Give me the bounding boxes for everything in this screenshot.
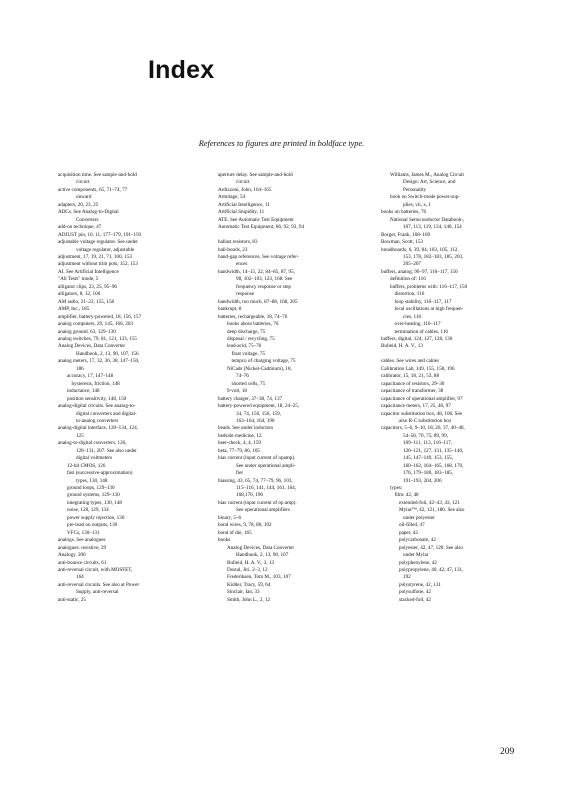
index-entry: digital voltmeters xyxy=(76,455,113,462)
index-entry: 120–121, 127, 131, 135–140, xyxy=(403,447,464,454)
index-entry: inductance, 148 xyxy=(67,388,100,395)
index-entry: batteries, rechargeable, 18, 74–76 xyxy=(218,313,288,320)
index-entry: ences xyxy=(236,261,248,268)
index-entry: bankrupt, 8 xyxy=(218,306,242,313)
index-entry: circuit xyxy=(236,179,250,186)
index-entry: 153, 178, 182–183, 185, 203, xyxy=(403,253,464,260)
index-entry: analogues: resistive, 29 xyxy=(58,544,107,551)
index-entry: 205–207 xyxy=(403,261,421,268)
index-entry: calibrator, 15, 18, 21, 53, 88 xyxy=(381,373,440,380)
index-entry: AMP, Inc., 185 xyxy=(58,306,90,313)
index-entry: band-gap references. See voltage refer- xyxy=(218,253,299,260)
index-entry: pre-load on outputs, 130 xyxy=(67,522,118,529)
index-entry: analog switches, 79, 81, 121, 133, 155 xyxy=(58,335,137,342)
index-entry: local oscillations at high frequen- xyxy=(394,306,464,313)
index-entry: voltage regulator, adjustable xyxy=(76,246,135,253)
index-entry: books xyxy=(218,537,231,544)
index-entry: bond wires, 9, 78, 80, 192 xyxy=(218,522,272,529)
index-entry: 9-volt, 18 xyxy=(227,388,247,395)
index-entry: shorted cells, 75 xyxy=(231,380,266,387)
index-entry: fast (successive-approximation) xyxy=(67,470,133,477)
index-entry: capacitance of resistors, 29–30 xyxy=(381,380,445,387)
index-entry: capacitors, 5–6, 9–10, 18, 20, 37, 40–48, xyxy=(381,425,465,432)
index-entry: binary, 5–6 xyxy=(218,514,242,521)
index-entry: beads. See under inductors xyxy=(218,425,274,432)
index-entry: 12-bit CMOS, 126 xyxy=(67,462,106,469)
index-entry: bandwidth, 14–15, 22, 84–85, 87, 95, xyxy=(218,268,295,275)
index-entry: adjustment, 17, 19, 21, 71, 100, 153 xyxy=(58,253,132,260)
index-entry: active components, 65, 71–74, 77 xyxy=(58,186,128,193)
index-entry: 125 xyxy=(76,432,84,439)
index-entry: under Mylar xyxy=(403,552,429,559)
index-gap xyxy=(381,351,541,358)
index-entry: loop stability, 116–117, 117 xyxy=(394,298,452,305)
index-entry: Handbook, 2, 13, 90, 107, 156 xyxy=(76,350,139,357)
index-entry: to-analog converters xyxy=(76,417,119,424)
index-entry: stacked-foil, 42 xyxy=(399,596,431,603)
index-entry: anti-static, 25 xyxy=(58,596,86,603)
index-entry: amplifier, battery-powered, 18, 156, 157 xyxy=(58,313,142,320)
index-entry: 163–164, 164, 198 xyxy=(236,417,275,424)
index-entry: anti-bounce circuits, 61 xyxy=(58,559,107,566)
index-entry: analogs. See analogues xyxy=(58,537,106,544)
index-entry: National Semiconductor Databook-, xyxy=(390,216,465,223)
index-entry: analog computers, 29, 145, 166, 203 xyxy=(58,321,133,328)
index-entry: analog-digital interface, 120–134, 124, xyxy=(58,425,138,432)
index-entry: also R-C substitution box xyxy=(399,417,452,424)
index-entry: capacitance meters, 17, 25, 46, 97 xyxy=(381,403,451,410)
index-entry: deep discharge, 75 xyxy=(227,328,266,335)
index-entry: Artificial Intelligence, 11 xyxy=(218,201,270,208)
index-entry: 160–162, 164–165, 168, 170, xyxy=(403,462,464,469)
index-entry: 54–56, 70, 75, 89, 99, xyxy=(403,432,448,439)
index-entry: 107, 113, 119, 134, 140, 154 xyxy=(403,224,462,231)
index-entry: Personality xyxy=(403,186,427,193)
index-entry: book on Switch-mode power-sup- xyxy=(390,194,460,201)
index-column-1 xyxy=(58,172,208,604)
index-entry: battery-powered equipment, 18, 24–25, xyxy=(218,403,300,410)
index-entry: Bowman, Scott, 153 xyxy=(381,239,423,246)
index-entry: bond of die, 165 xyxy=(218,529,252,536)
index-entry: NiCads (Nickel-Cadmium), 18, xyxy=(227,365,292,372)
index-entry: lead-acid, 75–76 xyxy=(227,343,262,350)
index-entry: types: xyxy=(390,485,403,492)
index-entry: books about batteries, 76 xyxy=(227,321,279,328)
index-entry: 34, 74, 150, 156, 159, xyxy=(236,410,281,417)
index-entry: onward xyxy=(76,194,92,201)
index-entry: ballast resistors, 83 xyxy=(218,239,258,246)
index-entry: noise, 128, 129, 134 xyxy=(67,507,109,514)
index-entry: analog ground, 63, 129–130 xyxy=(58,328,116,335)
index-entry: Artificial Stupidity, 11 xyxy=(218,209,265,216)
index-entry: 164 xyxy=(76,574,84,581)
index-entry: beer-check, 4, 4, 159 xyxy=(218,440,262,447)
index-entry: response xyxy=(236,291,254,298)
index-entry: frequency response or step xyxy=(236,283,291,290)
index-entry: Analog Devices, Data Converter xyxy=(227,544,295,551)
index-entry: analog-to-digital converters, 126, xyxy=(58,440,127,447)
index-entry: plies, vii, x, 1 xyxy=(403,201,431,208)
index-entry: analog meters, 17, 32, 36, 38, 147–150, xyxy=(58,358,140,365)
index-entry: polyester, 42, 47, 120. See also xyxy=(399,544,463,551)
index-entry: position sensitivity, 148, 150 xyxy=(67,395,127,402)
index-entry: termination of cables, 116 xyxy=(394,328,448,335)
index-entry: beta, 77–79, 86, 105 xyxy=(218,447,260,454)
index-entry: Mylar™, 42, 121, 180. See also xyxy=(399,507,465,514)
index-entry: distortion, 116 xyxy=(394,291,425,298)
index-entry: books on batteries, 76 xyxy=(381,209,427,216)
index-entry: buffers, analog, 96–97, 116–117, 150 xyxy=(381,268,458,275)
index-entry: battery charger, 37–38, 74, 137 xyxy=(218,395,283,402)
index-entry: 191–193, 204, 206 xyxy=(403,477,442,484)
index-entry: 98, 102–103, 123, 168. See xyxy=(236,276,293,283)
index-entry: over-heating, 116–117 xyxy=(394,321,441,328)
index-entry: capacitor substitution box, 48, 106. See xyxy=(381,410,463,417)
index-entry: types, 130, 148 xyxy=(76,477,108,484)
index-entry: 186 xyxy=(76,365,84,372)
index-entry: Converters xyxy=(76,216,99,223)
index-entry: capacitance of transformer, 38 xyxy=(381,388,444,395)
index-entry: alligators, 8, 12, 100 xyxy=(58,291,101,298)
index-entry: analog-digital circuits. See analog-to- xyxy=(58,403,136,410)
index-entry: anti-reversal circuits. See also at Power xyxy=(58,581,140,588)
index-entry: bedside medicine, 12 xyxy=(218,432,262,439)
index-entry: aperture delay. See sample-and-hold xyxy=(218,172,293,178)
index-entry: Bulleid, H. A. V., 13 xyxy=(381,343,423,350)
index-entry: 74–76 xyxy=(236,373,249,380)
index-entry: polycarbonate, 42 xyxy=(399,537,436,544)
index-entry: Smith, John L., 2, 12 xyxy=(227,596,271,603)
index-entry: Ardizzoni, John, 164–165 xyxy=(218,186,272,193)
index-entry: polystyrene, 42, 131 xyxy=(399,581,441,588)
index-entry: bias current (input current of opamp). xyxy=(218,455,296,462)
index-entry: tempco of charging voltage, 75 xyxy=(231,358,296,365)
index-entry: Calibration Lab, 149, 155, 158, 196 xyxy=(381,365,455,372)
index-entry: ground loops, 129–130 xyxy=(67,485,115,492)
index-entry: bias current (input current of op amp). xyxy=(218,499,297,506)
index-entry: buffers, problems with: 116–117, 150 xyxy=(390,283,468,290)
boldface-note: References to figures are printed in boldface type. xyxy=(198,139,365,148)
index-entry: power supply rejection, 130 xyxy=(67,514,125,521)
index-entry: ball-bonds, 23 xyxy=(218,246,248,253)
index-entry: "All Tests" mode, 5 xyxy=(58,276,99,283)
index-entry: float voltage, 75 xyxy=(231,350,266,357)
index-entry: accuracy, 17, 147–148 xyxy=(67,373,114,380)
index-entry: AM radio, 21–22, 155, 158 xyxy=(58,298,115,305)
index-entry: 109–111, 113, 116–117, xyxy=(403,440,453,447)
index-entry: Kidder, Tracy, 59, 64 xyxy=(227,581,271,588)
index-entry: fier xyxy=(236,470,244,477)
index-entry: 145, 147–149, 153, 155, xyxy=(403,455,454,462)
index-entry: Sinclair, Ian, 33 xyxy=(227,589,260,596)
index-entry: Armitage, 54 xyxy=(218,194,246,201)
index-entry: alligator clips, 23, 25, 95–96 xyxy=(58,283,117,290)
index-entry: adjustment without trim pots, 152, 153 xyxy=(58,261,138,268)
index-entry: ATE. See Automatic Test Equipment xyxy=(218,216,294,223)
page-title: Index xyxy=(148,56,215,84)
index-entry: Williams, James M., Analog Circuit xyxy=(390,172,464,178)
index-entry: paper, 42 xyxy=(399,529,418,536)
index-entry: Automatic Test Equipment, 66, 92, 93, 94 xyxy=(218,224,305,231)
index-entry: polyphenylene, 42 xyxy=(399,559,437,566)
index-entry: acquisition time. See sample-and-hold xyxy=(58,172,137,178)
index-entry: extended-foil, 42–43, 43, 121 xyxy=(399,499,460,506)
index-entry: buffers, digital, 124, 127, 128, 130 xyxy=(381,335,453,342)
index-entry: ground systems, 129–130 xyxy=(67,492,120,499)
index-entry: cables. See wires and cables xyxy=(381,358,440,365)
index-entry: under polyester xyxy=(403,514,435,521)
index-entry: Bulleid, H. A. V., 3, 13 xyxy=(227,559,275,566)
index-entry: Frederiksen, Tom M., 103, 107 xyxy=(227,574,291,581)
index-entry: Dostal, Jiri, 2–3, 12 xyxy=(227,567,268,574)
index-entry: VFCs, 130–131 xyxy=(67,529,100,536)
index-entry: AI. See Artificial Intelligence xyxy=(58,268,119,275)
index-entry: oil-filled, 47 xyxy=(399,522,425,529)
index-entry: 128–131, 207. See also under xyxy=(76,447,137,454)
index-entry: circuit xyxy=(76,179,90,186)
index-entry: 168,176, 196 xyxy=(236,492,263,499)
index-gap xyxy=(218,232,370,239)
index-entry: polypropylene, 40, 42, 47, 131, xyxy=(399,567,464,574)
index-entry: 192 xyxy=(403,574,411,581)
index-entry: bandwidth, too much, 87–88, 168, 205 xyxy=(218,298,298,305)
index-entry: add-on technique, 47 xyxy=(58,224,102,231)
index-entry: capacitance of operational amplifier, 97 xyxy=(381,395,463,402)
index-entry: Analogy, 206 xyxy=(58,552,86,559)
index-entry: integrating types, 130, 148 xyxy=(67,499,122,506)
index-entry: See operational amplifiers xyxy=(236,507,290,514)
index-entry: Borger, Frank, 168–169 xyxy=(381,231,431,238)
index-column-3 xyxy=(381,172,541,604)
index-entry: digital converters and digital- xyxy=(76,410,137,417)
index-entry: Supply, anti-reversal xyxy=(76,589,119,596)
index-entry: Handbook, 2, 13, 90, 107 xyxy=(236,552,289,559)
index-entry: breadboards, 6, 39, 84, 103, 105, 112, xyxy=(381,246,459,253)
index-entry: ADJUST pin, 10, 11, 177–179, 191–193 xyxy=(58,231,142,238)
index-entry: polysulfone, 42 xyxy=(399,589,431,596)
index-entry: adapters, 20, 23, 25 xyxy=(58,201,99,208)
index-entry: definition of: 116 xyxy=(390,276,426,283)
index-entry: Analog Devices, Data Converter xyxy=(58,343,126,350)
index-entry: biassing, 43, 65, 74, 77–79, 96, 103, xyxy=(218,477,293,484)
index-entry: 176, 179–180, 183–185, xyxy=(403,470,454,477)
page-number: 209 xyxy=(500,747,515,757)
index-column-2 xyxy=(218,172,370,604)
index-entry: adjustable voltage regulator. See under xyxy=(58,239,138,246)
index-entry: disposal / recycling, 75 xyxy=(227,335,275,342)
index-entry: See under operational ampli- xyxy=(236,462,296,469)
index-entry: anti-reversal circuit, with MOSFET, xyxy=(58,567,133,574)
index-entry: film: 42, 48 xyxy=(394,492,419,499)
index-entry: Design: Art, Science, and xyxy=(403,179,456,186)
index-entry: cies, 116 xyxy=(403,313,422,320)
index-entry: ADCs. See Analog-to-Digital xyxy=(58,209,119,216)
index-entry: 115–116, 141, 144, 161, 164, xyxy=(236,485,297,492)
index-entry: hysteresis, friction, 148 xyxy=(71,380,120,387)
